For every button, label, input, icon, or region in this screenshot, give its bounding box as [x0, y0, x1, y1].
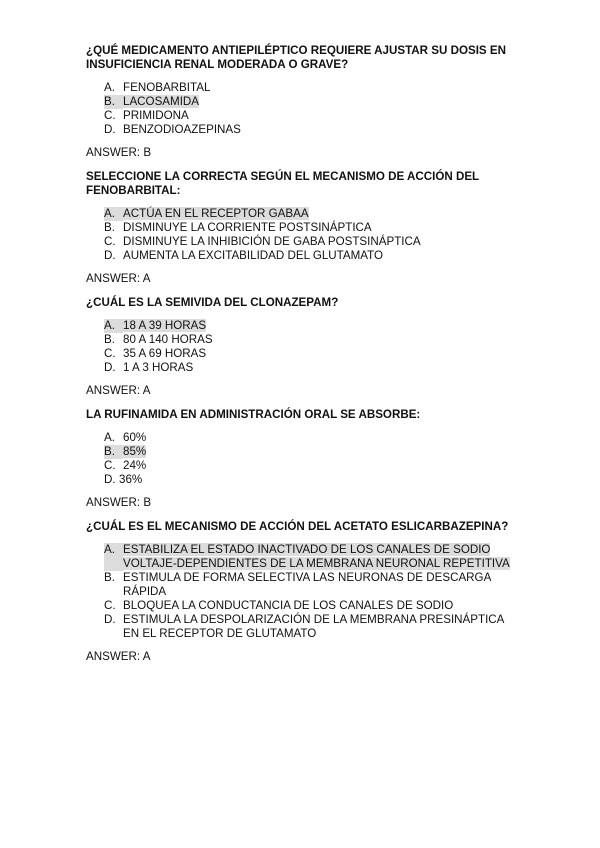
- option-letter: D.: [104, 249, 116, 262]
- option-text: BENZODIOAZEPINAS: [123, 123, 241, 136]
- option-item: [86, 123, 516, 137]
- question-block: [86, 520, 516, 664]
- answer-text: ANSWER: B: [86, 146, 152, 159]
- question-text: ¿CUÁL ES EL MECANISMO DE ACCIÓN DEL ACETATO ESLICARBAZEPINA?: [86, 520, 509, 533]
- option-letter: C.: [104, 459, 116, 472]
- document-page: [86, 44, 516, 674]
- option-letter: C.: [104, 109, 116, 122]
- option-list: [86, 81, 516, 137]
- question-block: [86, 408, 516, 510]
- option-letter: D.: [104, 613, 116, 626]
- option-letter: B.: [104, 445, 123, 459]
- option-text: 18 A 39 HORAS: [123, 319, 207, 332]
- option-text: 36%: [119, 473, 143, 486]
- question-text: ¿CUÁL ES LA SEMIVIDA DEL CLONAZEPAM?: [86, 296, 339, 309]
- question-text: ¿QUÉ MEDICAMENTO ANTIEPILÉPTICO REQUIERE AJUSTAR SU DOSIS EN INSUFICIENCIA RENAL MODERADA O GRAVE?: [86, 44, 506, 71]
- answer-text: ANSWER: A: [86, 650, 151, 663]
- option-letter: A.: [104, 81, 115, 94]
- option-letter: B.: [104, 221, 115, 234]
- option-item: [86, 235, 516, 249]
- option-letter: A.: [104, 543, 123, 571]
- option-item: [86, 109, 516, 123]
- option-item-highlighted: [86, 543, 516, 571]
- option-list: [86, 543, 516, 641]
- option-text: AUMENTA LA EXCITABILIDAD DEL GLUTAMATO: [123, 249, 384, 262]
- option-list: [86, 207, 516, 263]
- option-item: [86, 459, 516, 473]
- option-item: [86, 361, 516, 375]
- option-letter: A.: [104, 431, 115, 444]
- option-letter: C.: [104, 599, 116, 612]
- option-text: LACOSAMIDA: [123, 95, 200, 108]
- option-text: 80 A 140 HORAS: [123, 333, 213, 346]
- option-item: [86, 81, 516, 95]
- option-item: [86, 333, 516, 347]
- answer-text: ANSWER: A: [86, 272, 151, 285]
- question-block: [86, 296, 516, 398]
- option-list: [86, 319, 516, 375]
- option-text: 24%: [123, 459, 147, 472]
- option-text: BLOQUEA LA CONDUCTANCIA DE LOS CANALES DE SODIO: [123, 599, 454, 612]
- option-text: 35 A 69 HORAS: [123, 347, 207, 360]
- option-text: DISMINUYE LA CORRIENTE POSTSINÁPTICA: [123, 221, 372, 234]
- option-item: [86, 221, 516, 235]
- option-item: [86, 599, 516, 613]
- option-text: PRIMIDONA: [123, 109, 189, 122]
- option-letter: B.: [104, 571, 115, 584]
- option-item: [86, 613, 516, 641]
- option-item: [86, 347, 516, 361]
- answer-text: ANSWER: A: [86, 384, 151, 397]
- option-text: FENOBARBITAL: [123, 81, 211, 94]
- option-item: [86, 571, 516, 599]
- option-item-highlighted: [86, 445, 516, 459]
- option-letter: D.: [104, 123, 116, 136]
- option-item-highlighted: [86, 95, 516, 109]
- option-letter: D.: [104, 361, 116, 374]
- option-letter: D.: [104, 473, 116, 486]
- answer-text: ANSWER: B: [86, 496, 152, 509]
- option-item-highlighted: [86, 207, 516, 221]
- option-text: 85%: [123, 445, 147, 458]
- question-block: [86, 170, 516, 286]
- option-letter: B.: [104, 333, 115, 346]
- option-list: [86, 431, 516, 487]
- question-block: [86, 44, 516, 160]
- option-letter: C.: [104, 235, 116, 248]
- option-item: [86, 249, 516, 263]
- option-text: 1 A 3 HORAS: [123, 361, 194, 374]
- question-text: SELECCIONE LA CORRECTA SEGÚN EL MECANISMO DE ACCIÓN DEL FENOBARBITAL:: [86, 170, 479, 197]
- option-text: DISMINUYE LA INHIBICIÓN DE GABA POSTSINÁPTICA: [123, 235, 421, 248]
- option-letter: C.: [104, 347, 116, 360]
- option-letter: A.: [104, 319, 123, 333]
- option-item: [86, 431, 516, 445]
- option-text: ESTABILIZA EL ESTADO INACTIVADO DE LOS CANALES DE SODIO VOLTAJE-DEPENDIENTES DE LA MEMBRANA NEURONAL REPETITIVA: [123, 543, 510, 570]
- option-item-highlighted: [86, 319, 516, 333]
- option-letter: B.: [104, 95, 123, 109]
- option-letter: A.: [104, 207, 123, 221]
- question-text: LA RUFINAMIDA EN ADMINISTRACIÓN ORAL SE ABSORBE:: [86, 408, 421, 421]
- option-text: ESTIMULA LA DESPOLARIZACIÓN DE LA MEMBRANA PRESINÁPTICA EN EL RECEPTOR DE GLUTAMATO: [123, 613, 504, 640]
- option-text: ACTÚA EN EL RECEPTOR GABAA: [123, 207, 309, 220]
- option-text: ESTIMULA DE FORMA SELECTIVA LAS NEURONAS DE DESCARGA RÁPIDA: [123, 571, 491, 598]
- option-item: [86, 473, 516, 487]
- option-text: 60%: [123, 431, 147, 444]
